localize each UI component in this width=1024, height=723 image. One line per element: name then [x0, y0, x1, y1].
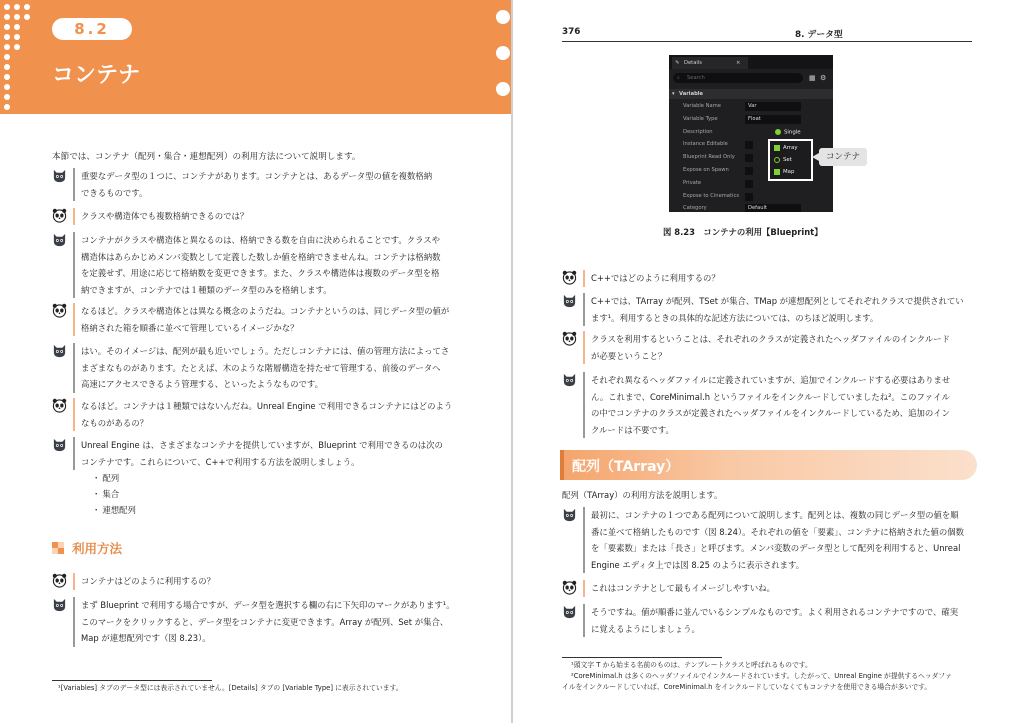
property-row: Expose to Cinematics [669, 190, 833, 203]
dialogue-line: を「要素数」または「長さ」と呼びます。メンバ変数のデータ型として配列を利用すると、Unreal [591, 543, 961, 553]
dialogue-line: 最初に、コンテナの１つである配列について説明します。配列とは、複数の同じデータ型の値を順 [591, 510, 959, 520]
dialogue-line: なるほど。コンテナは１種類ではないんだね。Unreal Engine で利用できるコンテナにはどのよう [81, 401, 453, 411]
footnote-rule [52, 680, 212, 681]
section-number: 8.2 [52, 18, 132, 40]
property-row: Expose on Spawn [669, 164, 833, 177]
panda-avatar-icon [52, 303, 67, 318]
dialogue-line: コンテナはどのように利用するの？ [81, 576, 215, 586]
left-page [0, 0, 511, 723]
dialogue-line: C++では、TArray が配列、TSet が集合、TMap が連想配列としてそれぞれクラスで提供されてい [591, 296, 964, 306]
dot [4, 64, 10, 70]
property-value: Var [745, 102, 801, 111]
dialogue-line: これはコンテナとして最もイメージしやすいね。 [591, 583, 775, 593]
cat-avatar-icon [52, 597, 67, 612]
dot [4, 44, 10, 50]
footnote-rule [562, 657, 722, 658]
dot [24, 14, 30, 20]
dialogue-line: 高速にアクセスできるよう管理する、といったようなものです。 [81, 379, 323, 389]
dot [14, 14, 20, 20]
dot [4, 84, 10, 90]
teacher-dialogue [52, 597, 472, 647]
dialogue-line: それぞれ異なるヘッダファイルに定義されていますが、追加でインクルードする必要はありませ [591, 375, 951, 385]
teacher-dialogue [562, 604, 982, 637]
right-page [513, 0, 1024, 723]
dialogue-line: はい。そのイメージは、配列が最も近いでしょう。ただしコンテナには、値の管理方法によってさ [81, 346, 450, 356]
array-icon [774, 145, 780, 151]
dialogue-line: が必要ということ？ [591, 350, 667, 361]
dialogue-line: 番に並べて格納したものです（図 8.24）。それぞれの値を「要素」、コンテナに格納された値の個数 [591, 526, 965, 537]
dot [4, 24, 10, 30]
dot [4, 104, 10, 110]
container-list [92, 470, 136, 518]
container-type-popup [768, 139, 813, 181]
student-dialogue [52, 398, 472, 431]
callout-label: コンテナ [819, 148, 867, 166]
panda-avatar-icon [52, 573, 67, 588]
checkbox [745, 141, 753, 149]
checkbox [745, 154, 753, 162]
property-value: Default [745, 204, 801, 212]
dialogue-line: ます¹。利用するときの具体的な記述方法については、のちほど説明します。 [591, 312, 879, 323]
dialogue-line: そうですね。値が順番に並んでいるシンプルなものです。よく利用されるコンテナですので、確実 [591, 607, 959, 617]
dialogue-line: Map が連想配列です（図 8.23）。 [81, 633, 211, 643]
dialogue-line: に覚えるようにしましょう。 [591, 623, 700, 634]
dot [4, 4, 10, 10]
figure-caption: 図 8.23 コンテナの利用【Blueprint】 [663, 227, 823, 237]
dialogue-line: を定義せず、用途に応じて格納数を変更できます。また、クラスや構造体は複数のデータ型を格 [81, 268, 440, 278]
dot [14, 44, 20, 50]
cat-avatar-icon [562, 293, 577, 308]
property-row: Instance Editable [669, 138, 833, 151]
cat-avatar-icon [52, 232, 67, 247]
dot [4, 14, 10, 20]
dialogue-line: の中でコンテナのクラスが定義されたヘッダファイルをインクルードしているため、追加のイン [591, 408, 950, 418]
list-item: ・ 連想配列 [92, 502, 136, 518]
checkbox [745, 193, 753, 201]
cat-avatar-icon [52, 343, 67, 358]
dot [4, 94, 10, 100]
section-intro: 配列（TArray）の利用方法を説明します。 [562, 490, 723, 500]
checkbox [745, 180, 753, 188]
set-icon [774, 157, 780, 163]
property-row: Category Default [669, 202, 833, 212]
student-dialogue [52, 573, 472, 590]
dialogue-line: クルードは不要です。 [591, 424, 674, 435]
category-header: ▾ Variable [669, 89, 833, 99]
cat-avatar-icon [562, 507, 577, 522]
square-icon [52, 542, 64, 554]
property-row: Private [669, 177, 833, 190]
dialogue-line: コンテナがクラスや構造体と異なるのは、格納できる数を自由に決められることです。クラスや [81, 235, 440, 245]
student-dialogue [562, 331, 982, 364]
footnote: ¹頭文字 T から始まる名前のものは、テンプレートクラスと呼ばれるものです。 [571, 661, 812, 669]
list-item: ・ 配列 [92, 470, 136, 486]
dot [4, 74, 10, 80]
dialogue-line: Unreal Engine は、さまざまなコンテナを提供していますが、Blueprint で利用できるのは次の [81, 440, 443, 450]
dialogue-line: コンテナです。これらについて、C++で利用する方法を説明しましょう。 [81, 456, 360, 467]
teacher-dialogue [52, 343, 472, 393]
details-panel-screenshot [669, 55, 833, 212]
footnote: イルをインクルードしていれば、CoreMinimal.h をインクルードしていなくてもコンテナを使用できる場合が多いです。 [562, 683, 932, 691]
dialogue-line: 構造体はあらかじめメンバ変数として定義した数しか値を格納できませんね。コンテナは格納数 [81, 251, 441, 262]
header-rule [562, 41, 972, 42]
dialogue-line: まざまなものがあります。たとえば、木のような階層構造を持たせて管理する、前後のデータへ [81, 362, 441, 373]
dialogue-line: 格納された箱を順番に並べて管理しているイメージかな？ [81, 322, 299, 333]
checkbox [745, 167, 753, 175]
dialogue-line: まず Blueprint で利用する場合ですが、データ型を選択する欄の右に下矢印のマークがあります¹。 [81, 600, 455, 610]
popup-item-map: Map [774, 168, 794, 177]
teacher-dialogue [562, 507, 982, 573]
intro-paragraph: 本節では、コンテナ（配列・集合・連想配列）の利用方法について説明します。 [52, 152, 361, 162]
dialogue-line: 納できますが、コンテナでは１種類のデータ型のみを格納します。 [81, 284, 332, 295]
dialogue-line: なるほど。クラスや構造体とは異なる概念のようだね。コンテナというのは、同じデータ型の値が [81, 306, 450, 316]
dot [14, 24, 20, 30]
section-heading: 配列（TArray） [560, 450, 977, 480]
dialogue-line: ん。これまで、CoreMinimal.h というファイルをインクルードしていましたね²。このファイル [591, 391, 950, 402]
list-item: ・ 集合 [92, 486, 136, 502]
close-icon: × [736, 60, 741, 66]
teacher-dialogue [562, 372, 982, 438]
cat-avatar-icon [52, 168, 67, 183]
grid-icon: ▦ [809, 74, 816, 82]
dot [496, 10, 510, 24]
page-title: コンテナ [52, 63, 141, 88]
dialogue-line: 重要なデータ型の１つに、コンテナがあります。コンテナとは、あるデータ型の値を複数格納 [81, 171, 433, 181]
dialogue-line: C++ではどのように利用するの？ [591, 273, 720, 283]
panda-avatar-icon [562, 580, 577, 595]
cat-avatar-icon [562, 604, 577, 619]
pencil-icon: ✎ [675, 60, 680, 66]
chevron-down-icon: ▾ [672, 91, 675, 97]
tab-details: ✎ Details × [672, 57, 748, 69]
search-icon: ⌕ [677, 75, 680, 81]
subsection-heading: 利用方法 [52, 539, 122, 557]
cat-avatar-icon [562, 372, 577, 387]
footnote: ²CoreMinimal.h は多くのヘッダファイルでインクルードされています。したがって、Unreal Engine が提供するヘッダファ [571, 672, 952, 680]
dialogue-line: できるものです。 [81, 187, 148, 198]
popup-item-array: Array [774, 144, 798, 153]
search-input: ⌕ Search [673, 73, 803, 83]
dialogue-line: このマークをクリックすると、データ型をコンテナに変更できます。Array が配列、Set が集合、 [81, 616, 449, 627]
dot [14, 4, 20, 10]
teacher-dialogue [562, 293, 982, 326]
property-row: Variable Name Var [669, 100, 833, 113]
popup-item-set: Set [774, 156, 792, 165]
gear-icon: ⚙ [820, 74, 827, 82]
panda-avatar-icon [562, 270, 577, 285]
property-row: Blueprint Read Only [669, 151, 833, 164]
property-row: Description [683, 128, 713, 135]
teacher-dialogue [52, 168, 472, 201]
footnote: ¹[Variables] タブのデータ型には表示されていません。[Details] タブの [Variable Type] に表示されています。 [58, 684, 403, 692]
panda-avatar-icon [52, 208, 67, 223]
page-number: 376 [562, 27, 581, 37]
teacher-dialogue [52, 437, 472, 470]
dialogue-line: クラスを利用するということは、それぞれのクラスが定義されたヘッダファイルのインクルード [591, 334, 951, 344]
cat-avatar-icon [52, 437, 67, 452]
panda-avatar-icon [562, 331, 577, 346]
chapter-name: 8. データ型 [795, 30, 843, 40]
student-dialogue [52, 208, 472, 225]
dot [24, 4, 30, 10]
dot [496, 46, 510, 60]
dialogue-line: クラスや構造体でも複数格納できるのでは？ [81, 211, 249, 221]
single-option: Single [775, 129, 801, 136]
student-dialogue [562, 270, 982, 287]
panda-avatar-icon [52, 398, 67, 413]
student-dialogue [52, 303, 472, 336]
single-icon [775, 129, 781, 135]
dot [4, 54, 10, 60]
dot [14, 34, 20, 40]
dot [496, 82, 510, 96]
map-icon [774, 169, 780, 175]
dot [4, 34, 10, 40]
student-dialogue [562, 580, 982, 597]
teacher-dialogue [52, 232, 472, 298]
property-row: Variable Type Float [669, 113, 833, 126]
property-value: Float [745, 115, 801, 124]
dialogue-line: なものがあるの？ [81, 417, 148, 428]
dialogue-line: Engine エディタ上では図 8.25 のように表示されます。 [591, 559, 805, 570]
